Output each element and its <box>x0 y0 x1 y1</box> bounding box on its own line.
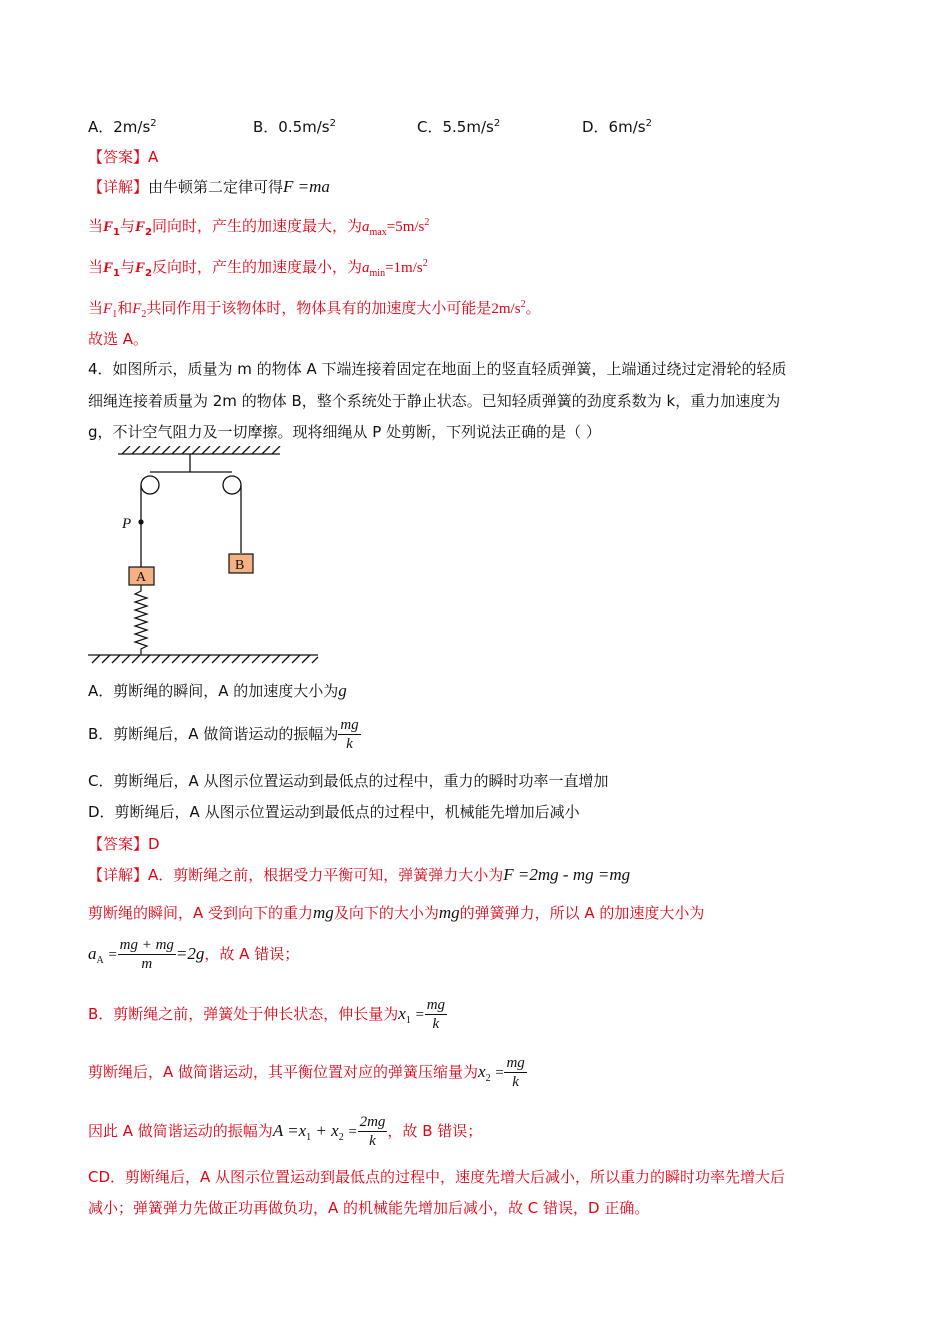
q4-detail-6: 因此 A 做简谐运动的振幅为$A =x_1 + x_2$ = $\frac{2mg}{k}$ ，故 B 错误； <box>88 1114 483 1149</box>
q4-detail-5: 剪断绳后，A 做简谐运动，其平衡位置对应的弹簧压缩量为$x_2$ = $\frac{mg}{k}$ <box>88 1055 525 1090</box>
right-pulley <box>223 476 241 494</box>
q4-option-b: B．剪断绳后，A 做简谐运动的振幅为 $\frac{mg}{k}$ <box>88 717 359 752</box>
ground <box>88 655 318 663</box>
point-p <box>138 519 143 524</box>
q3-option-b: B．$0.5m/s^2$ <box>253 118 337 136</box>
label-a: A <box>136 570 147 585</box>
q4-detail-1: 【详解】A．剪断绳之前，根据受力平衡可知，弹簧弹力大小为F =2mg - mg =mg <box>88 865 631 884</box>
q4-option-a: A．剪断绳的瞬间，A 的加速度大小为g <box>88 681 347 700</box>
ceiling <box>118 446 280 454</box>
q4-stem-line-2: 细绳连接着质量为 2m 的物体 B，整个系统处于静止状态。已知轻质弹簧的劲度系数为 k，重力加速度为 <box>88 392 781 410</box>
q4-stem-line-3: g，不计空气阻力及一切摩擦。现将细绳从 P 处剪断，下列说法正确的是（ ） <box>88 423 601 441</box>
q4-detail-7: CD．剪断绳后，A 从图示位置运动到最低点的过程中，速度先增大后减小，所以重力的瞬时功率先增大后 <box>88 1168 786 1186</box>
pulley-support <box>141 454 241 494</box>
q4-detail-2: 剪断绳的瞬间，A 受到向下的重力mg及向下的大小为mg的弹簧弹力，所以 A 的加速度大小为 <box>88 903 705 922</box>
ropes <box>141 485 241 567</box>
q3-conclusion: 故选 A。 <box>88 330 149 348</box>
q4-stem-line-1: 4．如图所示，质量为 m 的物体 A 下端连接着固定在地面上的竖直轻质弹簧，上端通过绕过定滑轮的轻质 <box>88 360 787 378</box>
q3-detail-min: 当$F_1$与$F_2$反向时，产生的加速度最小，为$a_{min}=1m/s^2$ <box>88 258 428 279</box>
q4-answer: 【答案】D <box>88 835 160 853</box>
q4-detail-8: 减小；弹簧弹力先做正功再做负功，A 的机械能先增加后减小，故 C 错误，D 正确。 <box>88 1199 650 1217</box>
spring <box>135 585 147 655</box>
q3-option-d: D．$6m/s^2$ <box>582 118 652 136</box>
label-p: P <box>122 516 132 532</box>
q4-option-d: D．剪断绳后，A 从图示位置运动到最低点的过程中，机械能先增加后减小 <box>88 803 580 821</box>
q3-detail-both: 当$F_1$和$F_2$共同作用于该物体时，物体具有的加速度大小可能是$2m/s^2$。 <box>88 299 541 320</box>
q3-detail-intro: 【详解】由牛顿第二定律可得F =ma <box>88 177 330 196</box>
q3-detail-max: 当$F_1$与$F_2$同向时，产生的加速度最大，为$a_{max}=5m/s^2$ <box>88 217 430 238</box>
pulley-spring-figure <box>84 446 324 666</box>
q4-detail-3: $a_A$ = $\frac{mg + mg}{m}$ =2g，故 A 错误； <box>88 937 300 972</box>
q3-option-a: A．$2m/s^2$ <box>88 118 157 136</box>
q3-option-c: C．$5.5m/s^2$ <box>417 118 501 136</box>
left-pulley <box>141 476 159 494</box>
q3-answer: 【答案】A <box>88 148 159 166</box>
q4-detail-4: B．剪断绳之前，弹簧处于伸长状态，伸长量为$x_1$ = $\frac{mg}{k}$ <box>88 997 446 1032</box>
label-b: B <box>235 558 245 573</box>
q4-option-c: C．剪断绳后，A 从图示位置运动到最低点的过程中，重力的瞬时功率一直增加 <box>88 772 609 790</box>
